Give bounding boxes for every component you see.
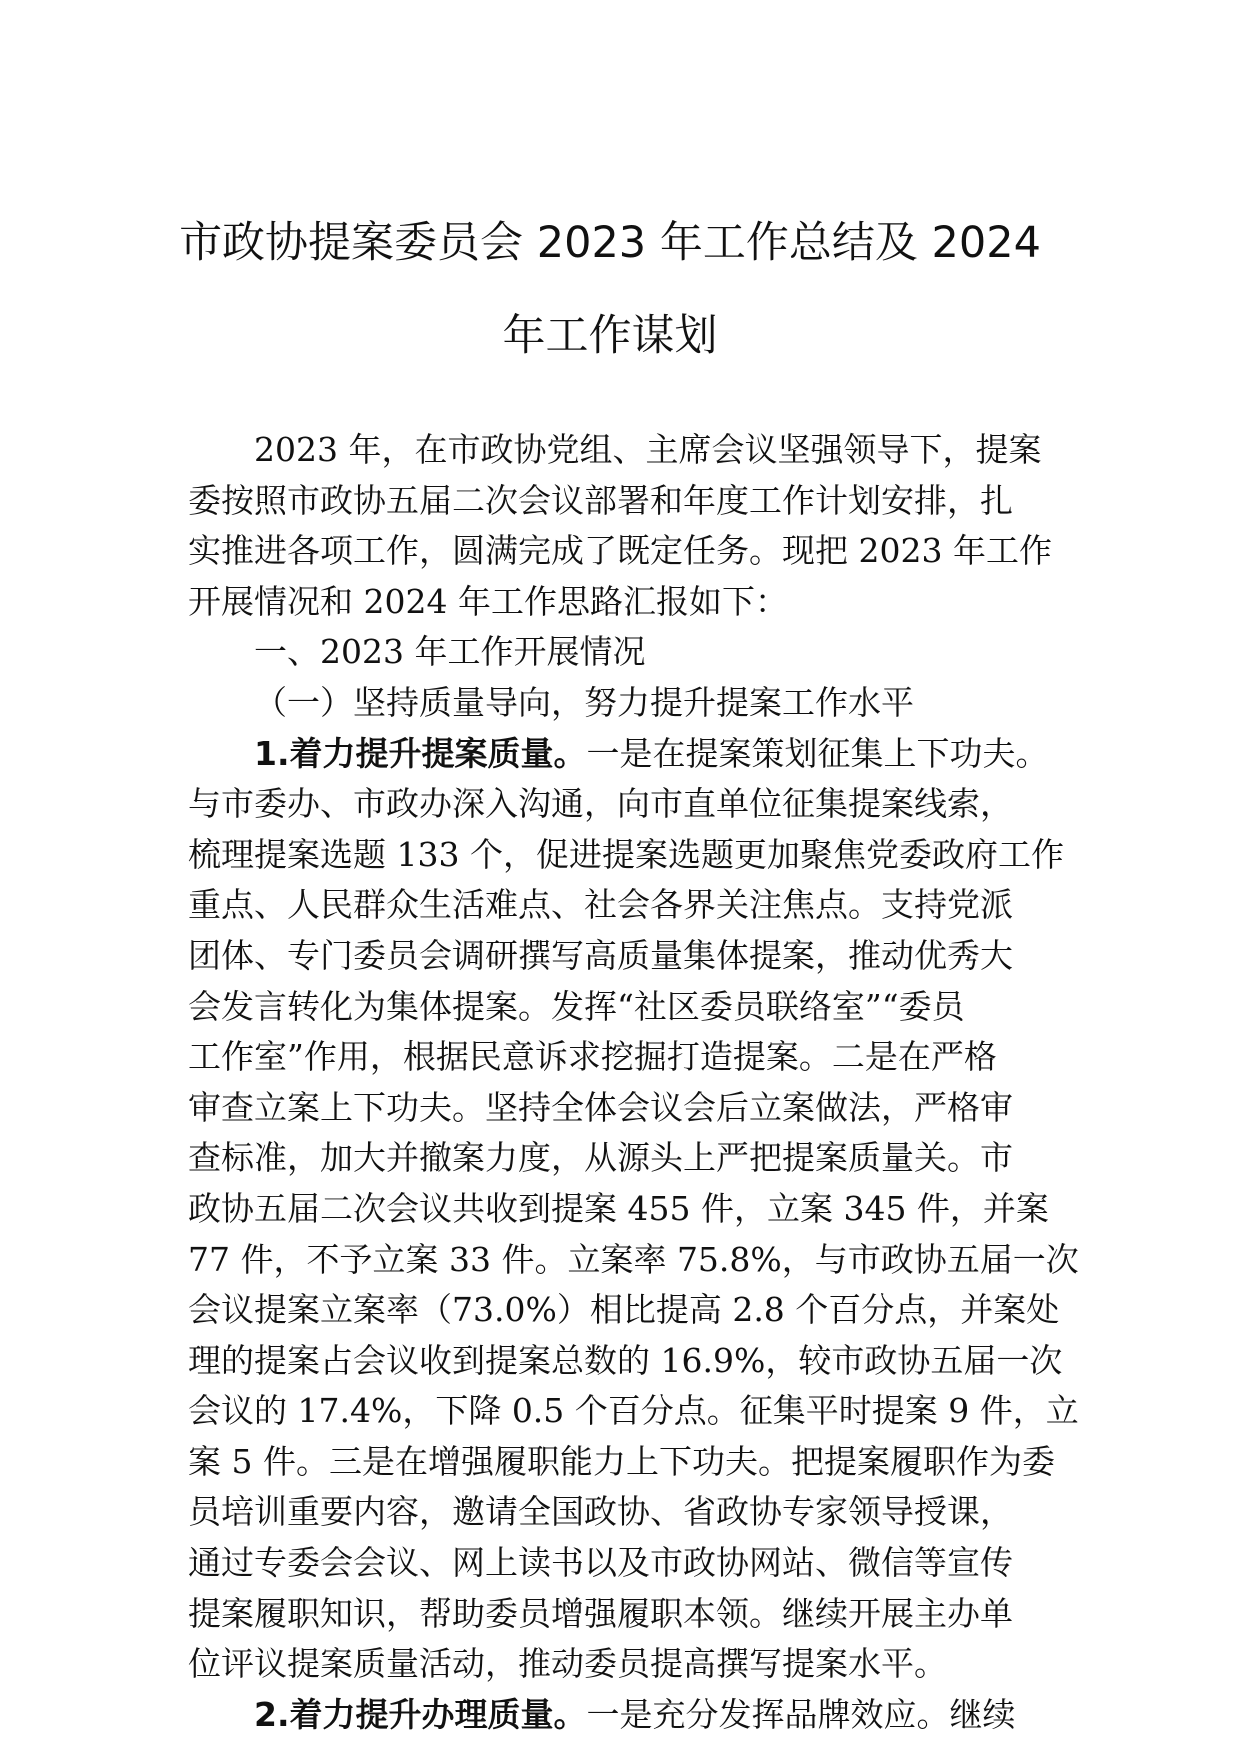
page-title-line-2: 年工作谋划 [502,311,718,361]
body-line [188,1336,1063,1387]
body-line [188,1133,1058,1184]
body-line [188,1083,1058,1134]
line-text: 位评议提案质量活动，推动委员提高撰写提案水平。 [188,1644,947,1684]
line-text: 员培训重要内容，邀请全国政协、省政协专家领导授课， [188,1492,1013,1532]
body-line [188,1690,1058,1741]
line-text: 一是在提案策划征集上下功夫。 [586,733,1049,773]
body-line [188,1184,1058,1235]
line-text: 重点、人民群众生活难点、社会各界关注焦点。支持党派 [188,885,1013,925]
body-line [188,1032,1058,1083]
body-line [188,982,1058,1033]
body-line [188,1639,1058,1690]
document-body [188,425,1079,1740]
body-line [188,1437,1058,1488]
line-text: 案 5 件。三是在增强履职能力上下功夫。把提案履职作为委 [188,1441,1055,1481]
line-text: 查标准，加大并撤案力度，从源头上严把提案质量关。市 [188,1138,1013,1178]
body-line [188,729,1058,780]
line-text: 理的提案占会议收到提案总数的 16.9%，较市政协五届一次 [188,1340,1063,1380]
line-text: 2023 年，在市政协党组、主席会议坚强领导下，提案 [254,430,1042,469]
line-text: 开展情况和 2024 年工作思路汇报如下： [188,581,788,621]
body-line [188,779,1058,830]
line-text: （一）坚持质量导向，努力提升提案工作水平 [254,682,914,722]
line-text: 一、2023 年工作开展情况 [254,632,646,672]
body-line [188,1386,1079,1437]
body-line [188,1589,1058,1640]
bold-heading: 1.着力提升提案质量。 [254,733,587,773]
body-line [188,1285,1058,1336]
line-text: 77 件，不予立案 33 件。立案率 75.8%，与市政协五届一次 [188,1239,1079,1279]
line-text: 会议提案立案率（73.0%）相比提高 2.8 个百分点，并案处 [188,1290,1060,1330]
page-title-line-1: 市政协提案委员会 2023 年工作总结及 2024 [179,218,1041,268]
line-text: 工作室”作用，根据民意诉求挖掘打造提案。二是在严格 [188,1037,997,1077]
line-text: 团体、专门委员会调研撰写高质量集体提案，推动优秀大 [188,935,1013,975]
body-line [188,1538,1058,1589]
body-line [188,678,1058,729]
line-text: 会议的 17.4%，下降 0.5 个百分点。征集平时提案 9 件，立 [188,1391,1079,1431]
body-line [188,1235,1079,1286]
line-text: 政协五届二次会议共收到提案 455 件，立案 345 件，并案 [188,1188,1049,1228]
body-line [188,476,1058,527]
line-text: 实推进各项工作，圆满完成了既定任务。现把 2023 年工作 [188,531,1052,571]
bold-heading: 2.着力提升办理质量。 [254,1694,587,1734]
body-line [188,627,1058,678]
line-text: 一是充分发挥品牌效应。继续 [586,1694,1016,1734]
line-text: 委按照市政协五届二次会议部署和年度工作计划安排，扎 [188,480,1013,520]
line-text: 与市委办、市政办深入沟通，向市直单位征集提案线索， [188,784,1013,824]
line-text: 梳理提案选题 133 个，促进提案选题更加聚焦党委政府工作 [188,834,1064,874]
body-line [188,880,1058,931]
line-text: 审查立案上下功夫。坚持全体会议会后立案做法，严格审 [188,1087,1013,1127]
line-text: 会发言转化为集体提案。发挥“社区委员联络室”“委员 [188,986,965,1026]
body-line [188,526,1058,577]
line-text: 通过专委会会议、网上读书以及市政协网站、微信等宣传 [188,1543,1013,1583]
body-line [188,577,1058,628]
body-line [188,830,1064,881]
line-text: 提案履职知识，帮助委员增强履职本领。继续开展主办单 [188,1593,1013,1633]
body-line [188,425,1058,476]
body-line [188,1487,1058,1538]
body-line [188,931,1058,982]
